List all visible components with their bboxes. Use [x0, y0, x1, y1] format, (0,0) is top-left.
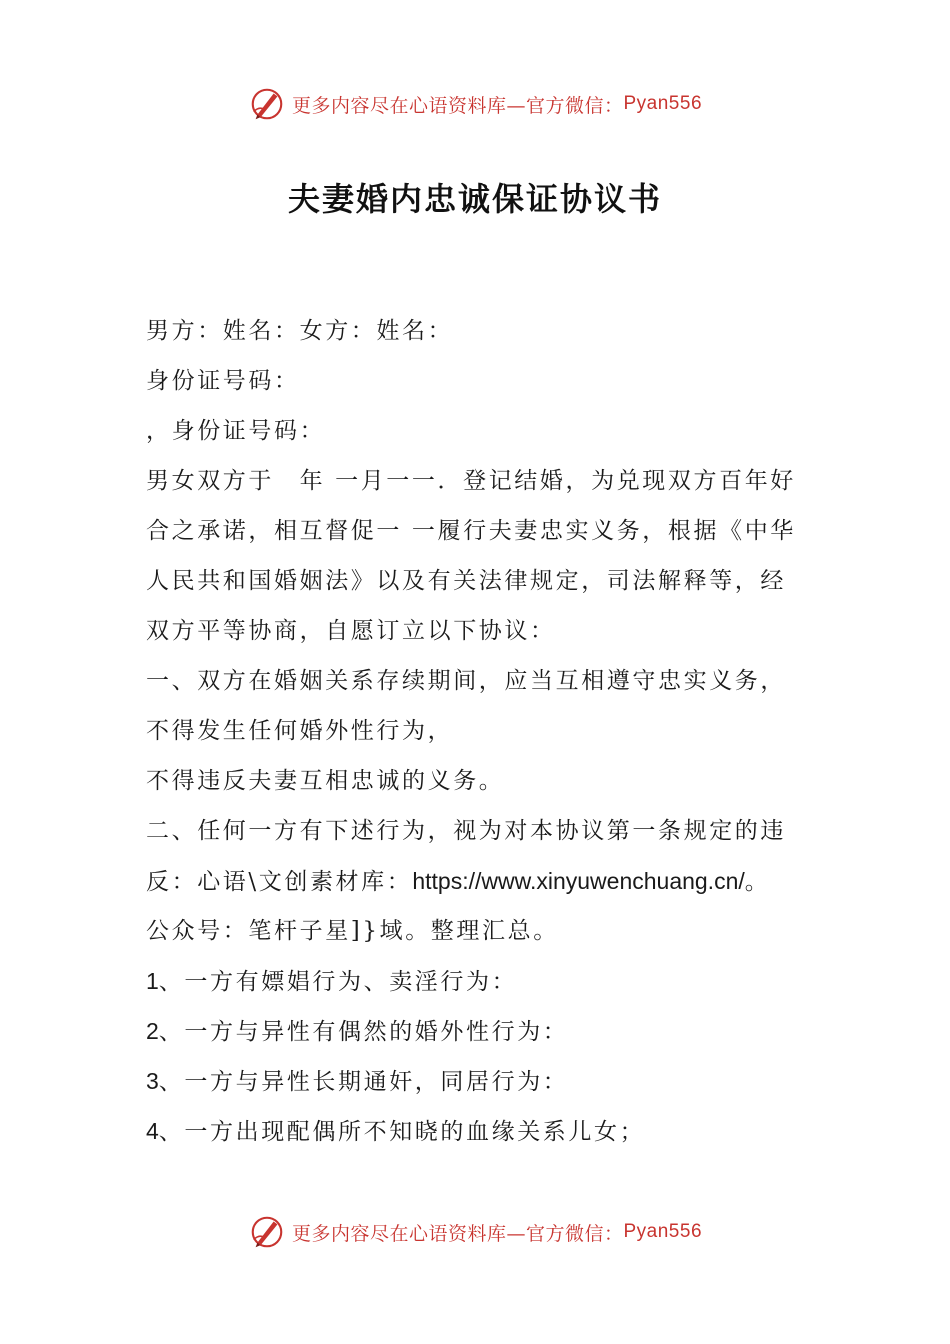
url-line-prefix: 反：心语\文创素材库： [146, 869, 413, 895]
list-item [146, 956, 808, 1006]
paragraph-line: 不得发生任何婚外性行为， [146, 718, 454, 744]
list-item-number: 2 [146, 1018, 159, 1044]
website-link[interactable]: https://www.xinyuwenchuang.cn/ [412, 868, 745, 894]
paragraph-line: 公众号：笔杆子星]}域。整理汇总。 [146, 918, 559, 944]
paragraph-line: 人民共和国婚姻法》以及有关法律规定，司法解释等，经 [146, 568, 786, 594]
paragraph-line: 男方：姓名：女方：姓名： [146, 318, 454, 344]
paragraph-line: 不得违反夫妻互相忠诚的义务。 [146, 768, 505, 794]
document-title: 夫妻婚内忠诚保证协议书 [287, 180, 662, 218]
list-item-text: 、一方与异性有偶然的婚外性行为： [158, 1019, 569, 1045]
pen-logo-icon [248, 85, 286, 123]
paragraph-line: 双方平等协商，自愿订立以下协议： [146, 618, 556, 644]
list-item-text: 、一方出现配偶所不知晓的血缘关系儿女； [158, 1119, 646, 1145]
banner-text: 更多内容尽在心语资料库—官方微信： [291, 1222, 624, 1245]
paragraph-line: ，身份证号码： [146, 418, 326, 444]
paragraph-line: 一、双方在婚姻关系存续期间，应当互相遵守忠实义务， [146, 668, 786, 694]
list-item [146, 1056, 808, 1106]
list-item-number: 4 [146, 1118, 159, 1144]
url-line-suffix: 。 [744, 869, 771, 895]
list-item [146, 1006, 808, 1056]
list-item-text: 、一方有嫖娼行为、卖淫行为： [158, 969, 518, 995]
document-body [146, 306, 808, 1156]
list-item-text: 、一方与异性长期通奸，同居行为： [158, 1069, 569, 1095]
banner-wechat-id: Pyan556 [623, 93, 703, 114]
banner-text: 更多内容尽在心语资料库—官方微信： [291, 94, 624, 117]
paragraph-line: 合之承诺，相互督促一 一履行夫妻忠实义务，根据《中华 [146, 518, 796, 544]
list-item-number: 3 [146, 1068, 159, 1094]
url-line [146, 856, 808, 906]
paragraph-line: 身份证号码： [146, 368, 300, 394]
footer-banner [0, 1210, 950, 1254]
paragraph-line: 二、任何一方有下述行为，视为对本协议第一条规定的违 [146, 818, 786, 844]
header-banner [0, 82, 950, 126]
list-item [146, 1106, 808, 1156]
list-item-number: 1 [146, 968, 159, 994]
paragraph-line: 男女双方于 年 一月一一．登记结婚，为兑现双方百年好 [146, 468, 796, 494]
banner-wechat-id: Pyan556 [623, 1221, 703, 1242]
pen-logo-icon [248, 1213, 286, 1251]
